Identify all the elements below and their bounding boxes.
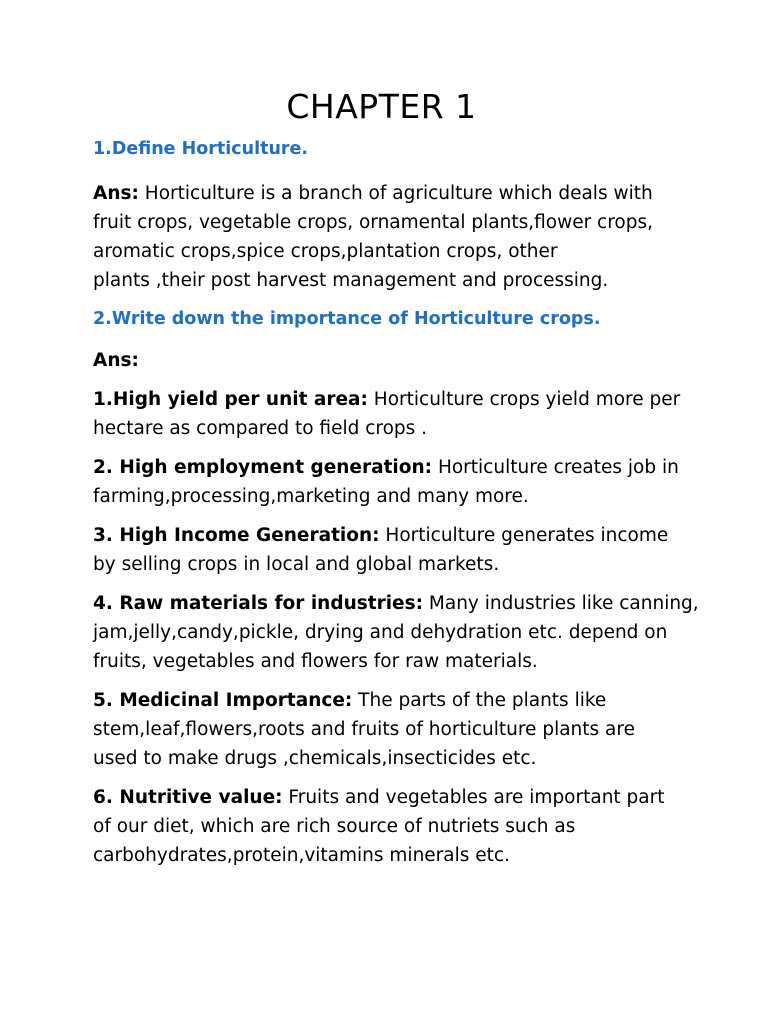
point-1-label: 1.High yield per unit area: xyxy=(93,389,368,410)
point-5-text: The parts of the plants like xyxy=(352,690,607,711)
point-6-paragraph xyxy=(93,783,678,870)
point-4-label: 4. Raw materials for industries: xyxy=(93,593,424,614)
answer-1-line-4: plants ,their post harvest management and processing. xyxy=(93,270,609,291)
point-4-line-2: jam,jelly,candy,pickle, drying and dehydration etc. depend on xyxy=(93,622,668,643)
question-2-heading: 2.Write down the importance of Horticulture crops. xyxy=(93,309,601,329)
point-5-line-1 xyxy=(93,686,678,715)
answer-1-line-3: aromatic crops,spice crops,plantation crops, other xyxy=(93,241,558,262)
point-4-text: Many industries like canning, xyxy=(423,593,699,614)
point-4-line-3: fruits, vegetables and flowers for raw materials. xyxy=(93,651,538,672)
point-5-paragraph xyxy=(93,686,678,773)
point-1-line-2: hectare as compared to field crops . xyxy=(93,418,428,439)
point-2-line-1 xyxy=(93,453,678,482)
answer-1-line-2: fruit crops, vegetable crops, ornamental plants,flower crops, xyxy=(93,212,654,233)
document-page xyxy=(93,86,699,880)
answer-1-line-1 xyxy=(93,179,678,208)
point-4-line-1 xyxy=(93,589,699,618)
question-1-heading: 1.Define Horticulture. xyxy=(93,139,309,159)
point-2-line-2: farming,processing,marketing and many more. xyxy=(93,486,529,507)
point-3-label: 3. High Income Generation: xyxy=(93,525,380,546)
answer-2-label: Ans: xyxy=(93,350,139,371)
point-2-paragraph xyxy=(93,453,678,511)
point-5-label: 5. Medicinal Importance: xyxy=(93,690,353,711)
point-5-line-3: used to make drugs ,chemicals,insecticides etc. xyxy=(93,748,537,769)
point-3-paragraph xyxy=(93,521,678,579)
point-1-paragraph xyxy=(93,385,681,443)
point-5-line-2: stem,leaf,flowers,roots and fruits of horticulture plants are xyxy=(93,719,635,740)
answer-text: Horticulture is a branch of agriculture which deals with xyxy=(138,183,653,204)
point-6-line-1 xyxy=(93,783,678,812)
point-1-line-1 xyxy=(93,385,681,414)
point-2-text: Horticulture creates job in xyxy=(432,457,679,478)
answer-1-paragraph xyxy=(93,179,678,295)
answer-label: Ans: xyxy=(93,183,139,204)
point-6-text: Fruits and vegetables are important part xyxy=(282,787,665,808)
point-3-line-1 xyxy=(93,521,678,550)
point-1-text: Horticulture crops yield more per xyxy=(367,389,681,410)
point-6-label: 6. Nutritive value: xyxy=(93,787,283,808)
point-6-line-2: of our diet, which are rich source of nutriets such as xyxy=(93,816,576,837)
point-4-paragraph xyxy=(93,589,699,676)
chapter-title: CHAPTER 1 xyxy=(286,87,477,126)
point-2-label: 2. High employment generation: xyxy=(93,457,433,478)
point-3-line-2: by selling crops in local and global markets. xyxy=(93,554,500,575)
point-3-text: Horticulture generates income xyxy=(379,525,669,546)
point-6-line-3: carbohydrates,protein,vitamins minerals etc. xyxy=(93,845,510,866)
